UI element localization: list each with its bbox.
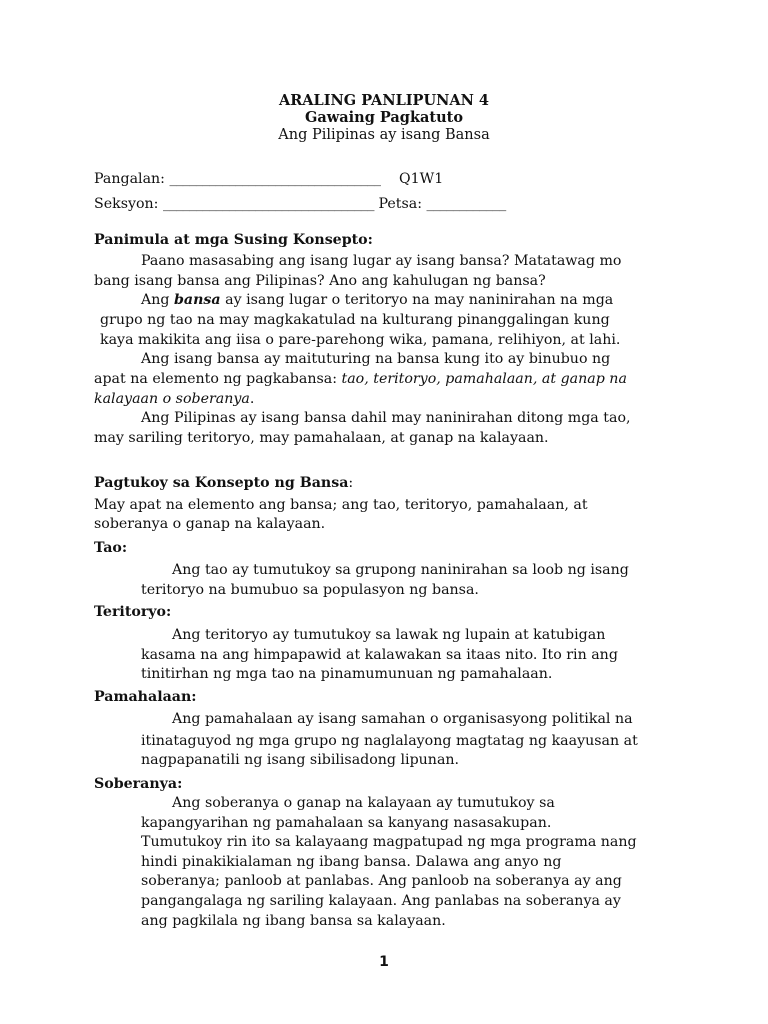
name-field-row (94, 171, 443, 187)
tao-line1: Ang tao ay tumutukoy sa grupong naninirahan sa loob ng isang (172, 562, 629, 578)
concepts-heading: Pagtukoy sa Konsepto ng Bansa: (94, 475, 354, 491)
section-field[interactable]: ________________________________ (162, 196, 374, 212)
name-field[interactable]: ________________________________ (169, 171, 381, 187)
concepts-line1: May apat na elemento ang bansa; ang tao, teritoryo, pamahalaan, at (94, 497, 588, 513)
intro-p2-line1: Ang bansa ay isang lugar o teritoryo na may naninirahan na mga (141, 292, 614, 308)
soberanya-line4: hindi pinakikialaman ng ibang bansa. Dalawa ang anyo ng (141, 854, 562, 870)
intro-heading: Panimula at mga Susing Konsepto: (94, 232, 373, 248)
intro-p2-line2: grupo ng tao na may magkakatulad na kulturang pinanggalingan kung (100, 312, 610, 328)
intro-p4-line2: may sariling teritoryo, may pamahalaan, at ganap na kalayaan. (94, 430, 549, 446)
elements-list: tao, teritoryo, pamahalaan, at ganap na (341, 371, 627, 387)
concepts-line2: soberanya o ganap na kalayaan. (94, 516, 326, 532)
tao-label: Tao: (94, 540, 128, 556)
teritoryo-line2: kasama na ang himpapawid at kalawakan sa itaas nito. Ito rin ang (141, 647, 618, 663)
quarter-week-code: Q1W1 (399, 171, 444, 187)
soberanya-label: Soberanya: (94, 776, 183, 792)
activity-title: Gawaing Pagkatuto (305, 109, 463, 126)
soberanya-line5: soberanya; panloob at panlabas. Ang panloob na soberanya ay ang (141, 873, 622, 889)
intro-p2-line3: kaya makikita ang iisa o pare-parehong wika, pamana, relihiyon, at lahi. (100, 332, 621, 348)
soberanya-line3: Tumutukoy rin ito sa kalayaang magpatupad ng mga programa nang (141, 834, 637, 850)
teritoryo-line1: Ang teritoryo ay tumutukoy sa lawak ng lupain at katubigan (172, 627, 606, 643)
topic-title: Ang Pilipinas ay isang Bansa (278, 127, 490, 143)
teritoryo-line3: tinitirhan ng mga tao na pinamumunuan ng pamahalaan. (141, 666, 553, 682)
bansa-term: bansa (173, 292, 221, 308)
pamahalaan-line3: nagpapanatili ng isang sibilisadong lipunan. (141, 752, 460, 768)
section-label: Seksyon: (94, 196, 159, 212)
tao-line2: teritoryo na bumubuo sa populasyon ng bansa. (141, 582, 479, 598)
intro-p3-line1: Ang isang bansa ay maituturing na bansa kung ito ay binubuo ng (141, 351, 611, 367)
intro-p1-line2: bang isang bansa ang Pilipinas? Ano ang kahulugan ng bansa? (94, 273, 546, 289)
date-field[interactable]: ____________ (426, 196, 506, 212)
intro-p3-line2: apat na elemento ng pagkabansa: tao, teritoryo, pamahalaan, at ganap na (94, 371, 627, 387)
section-field-row (94, 196, 506, 212)
intro-p4-line1: Ang Pilipinas ay isang bansa dahil may naninirahan ditong mga tao, (141, 410, 631, 426)
pamahalaan-label: Pamahalaan: (94, 689, 197, 705)
soberanya-line2: kapangyarihan ng pamahalaan sa kanyang nasasakupan. (141, 815, 552, 831)
page-number: 1 (379, 954, 389, 970)
soberanya-line6: pangangalaga ng sariling kalayaan. Ang panlabas na soberanya ay (141, 893, 621, 909)
soberanya-line1: Ang soberanya o ganap na kalayaan ay tumutukoy sa (172, 795, 555, 811)
pamahalaan-line2: itinataguyod ng mga grupo ng naglalayong magtatag ng kaayusan at (141, 733, 638, 749)
subject-title: ARALING PANLIPUNAN 4 (279, 92, 489, 109)
pamahalaan-line1: Ang pamahalaan ay isang samahan o organisasyong politikal na (172, 711, 633, 727)
name-label: Pangalan: (94, 171, 165, 187)
soberanya-line7: ang pagkilala ng ibang bansa sa kalayaan. (141, 913, 446, 929)
date-label: Petsa: (378, 196, 423, 212)
intro-p3-line3: kalayaan o soberanya. (94, 391, 255, 407)
teritoryo-label: Teritoryo: (94, 604, 172, 620)
intro-p1-line1: Paano masasabing ang isang lugar ay isang bansa? Matatawag mo (141, 253, 622, 269)
